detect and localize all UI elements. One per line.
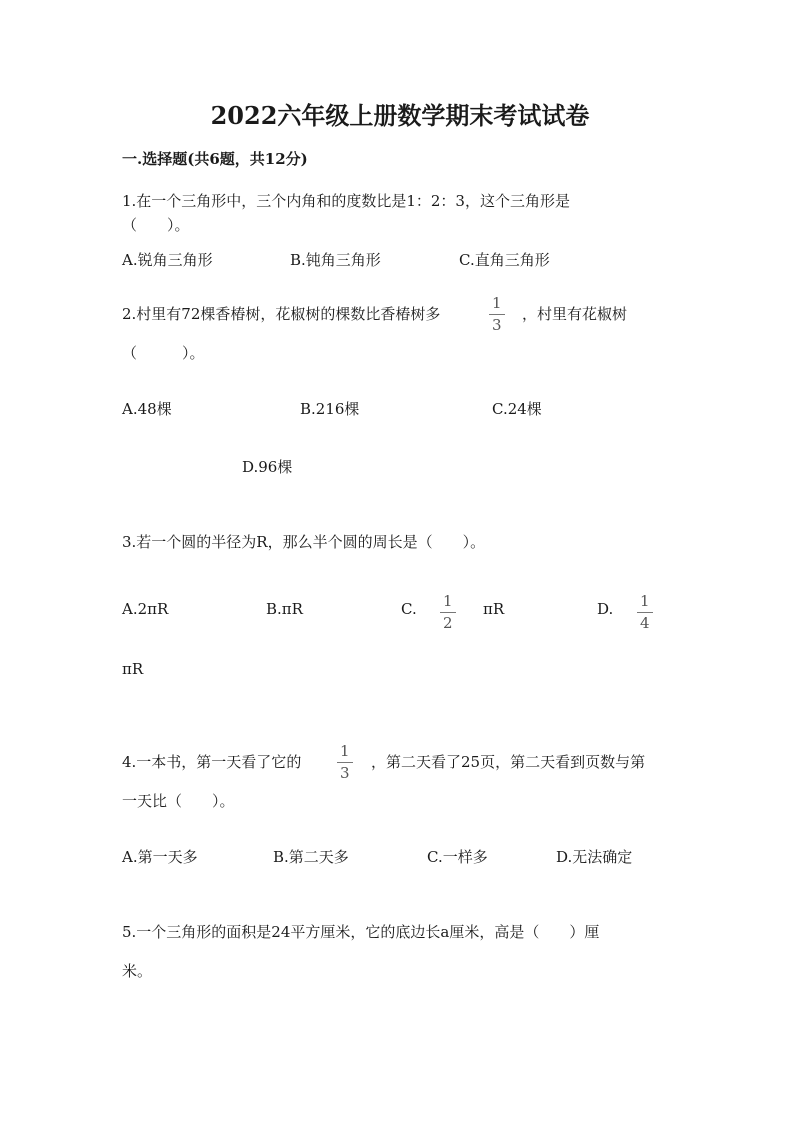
question-4-option-c: C.一样多 bbox=[427, 848, 488, 866]
fraction-denominator: 2 bbox=[440, 612, 456, 631]
fraction-numerator: 1 bbox=[640, 592, 650, 610]
fraction-denominator: 3 bbox=[489, 314, 505, 333]
question-4-fraction bbox=[337, 744, 353, 781]
section-heading: 一.选择题(共6题，共12分) bbox=[122, 150, 308, 168]
question-2-option-d: D.96棵 bbox=[242, 458, 293, 476]
question-4-line-2: 一天比（ ）。 bbox=[122, 792, 235, 810]
question-3-option-c-suffix: πR bbox=[483, 600, 505, 618]
question-2-option-c: C.24棵 bbox=[492, 400, 542, 418]
question-5-text: 5.一个三角形的面积是24平方厘米，它的底边长a厘米，高是（ ）厘 bbox=[122, 923, 600, 941]
question-2-option-b: B.216棵 bbox=[300, 400, 360, 418]
question-3-option-c-label: C. bbox=[401, 600, 417, 618]
question-3-text: 3.若一个圆的半径为R，那么半个圆的周长是（ ）。 bbox=[122, 533, 486, 551]
fraction-numerator: 1 bbox=[340, 742, 350, 760]
fraction-denominator: 3 bbox=[337, 762, 353, 781]
question-2-fraction bbox=[489, 296, 505, 333]
question-3-option-d-fraction bbox=[637, 594, 653, 631]
page-title: 2022六年级上册数学期末考试试卷 bbox=[210, 101, 590, 130]
question-2-blank: （ ）。 bbox=[122, 344, 205, 362]
question-3-option-d-suffix: πR bbox=[122, 660, 144, 678]
question-1-option-b: B.钝角三角形 bbox=[290, 251, 381, 269]
question-4-option-b: B.第二天多 bbox=[273, 848, 349, 866]
question-4-text-after: ，第二天看了25页，第二天看到页数与第 bbox=[371, 753, 646, 771]
question-1-text: 1.在一个三角形中，三个内角和的度数比是1：2：3，这个三角形是 bbox=[122, 192, 570, 210]
question-3-option-a: A.2πR bbox=[122, 600, 169, 618]
question-2-option-a: A.48棵 bbox=[122, 400, 172, 418]
fraction-numerator: 1 bbox=[443, 592, 453, 610]
question-1-option-c: C.直角三角形 bbox=[459, 251, 550, 269]
question-3-option-c-fraction bbox=[440, 594, 456, 631]
question-1-option-a: A.锐角三角形 bbox=[122, 251, 213, 269]
question-4-option-a: A.第一天多 bbox=[122, 848, 198, 866]
question-3-option-b: B.πR bbox=[266, 600, 303, 618]
fraction-numerator: 1 bbox=[492, 294, 502, 312]
fraction-denominator: 4 bbox=[637, 612, 653, 631]
question-1-blank: （ ）。 bbox=[122, 216, 190, 234]
question-2-text: 2.村里有72棵香椿树，花椒树的棵数比香椿树多 bbox=[122, 305, 441, 323]
question-5-line-2: 米。 bbox=[122, 962, 153, 980]
question-4-text: 4.一本书，第一天看了它的 bbox=[122, 753, 302, 771]
question-4-option-d: D.无法确定 bbox=[556, 848, 633, 866]
question-3-option-d-label: D. bbox=[597, 600, 614, 618]
question-2-text-after: ，村里有花椒树 bbox=[522, 305, 628, 323]
